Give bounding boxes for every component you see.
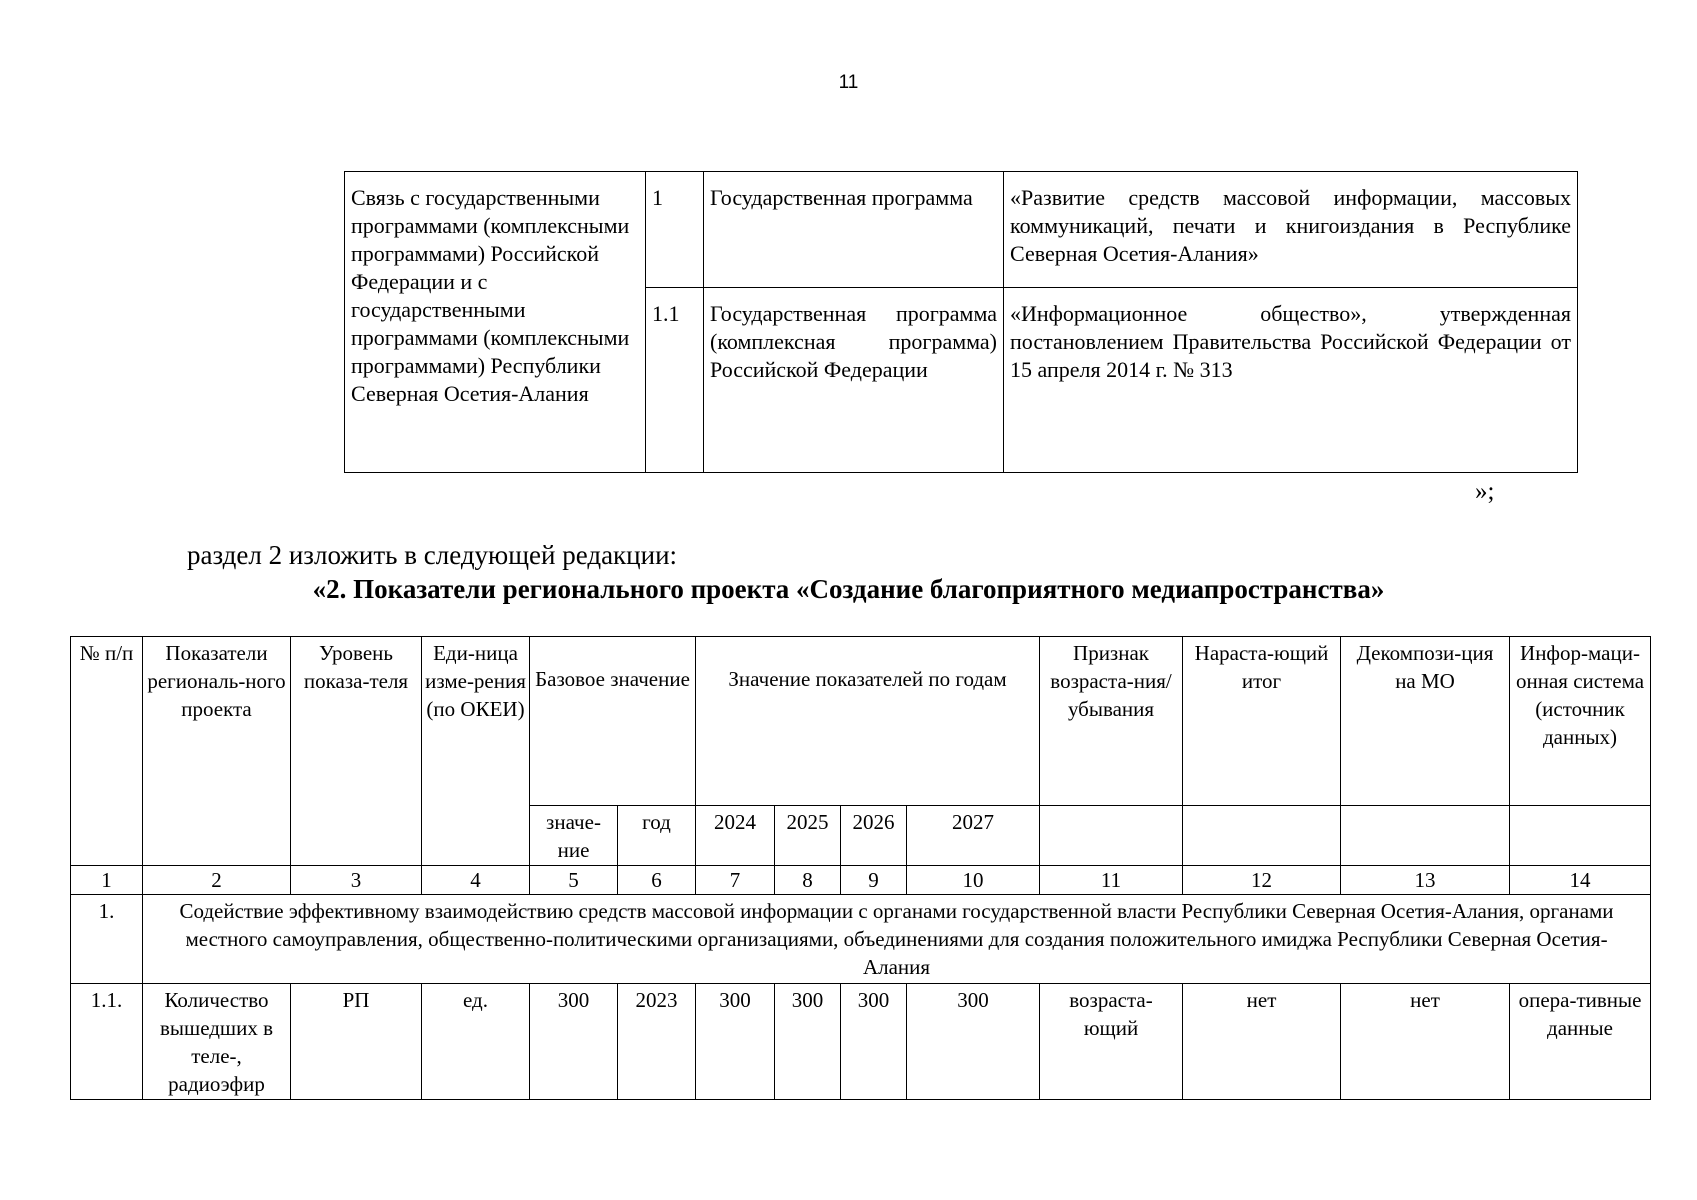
row-value-2027: 300 xyxy=(907,984,1040,1100)
column-number: 10 xyxy=(907,866,1040,895)
column-number: 3 xyxy=(291,866,422,895)
header-year-2025: 2025 xyxy=(775,806,841,866)
row-trend: возраста-ющий xyxy=(1040,984,1183,1100)
header-base: Базовое значение xyxy=(530,637,696,806)
header-base-year: год xyxy=(618,806,696,866)
column-number: 6 xyxy=(618,866,696,895)
column-number: 5 xyxy=(530,866,618,895)
indicators-table xyxy=(70,636,1651,1100)
header-year-2026: 2026 xyxy=(841,806,907,866)
row-base-value: 300 xyxy=(530,984,618,1100)
row-value-2024: 300 xyxy=(696,984,775,1100)
row-base-year: 2023 xyxy=(618,984,696,1100)
program-link-name: «Развитие средств массовой информации, массовых коммуникаций, печати и книгоиздания в Республике Северная Осетия-Алания» xyxy=(1004,172,1578,288)
header-empty xyxy=(1040,806,1183,866)
header-empty xyxy=(1341,806,1510,866)
row-value-2026: 300 xyxy=(841,984,907,1100)
program-link-num: 1.1 xyxy=(646,288,704,473)
row-info-system: опера-тивные данные xyxy=(1510,984,1651,1100)
header-year-2027: 2027 xyxy=(907,806,1040,866)
header-empty xyxy=(1183,806,1341,866)
table-row xyxy=(71,984,1651,1100)
row-decomposition: нет xyxy=(1341,984,1510,1100)
row-unit: ед. xyxy=(422,984,530,1100)
column-number: 7 xyxy=(696,866,775,895)
intro-text: раздел 2 изложить в следующей редакции: xyxy=(187,540,678,570)
header-years-group: Значение показателей по годам xyxy=(696,637,1040,806)
program-link-num: 1 xyxy=(646,172,704,288)
goal-text: Содействие эффективному взаимодействию средств массовой информации с органами государственной власти Республики Северная Осетия-Алания, органами местного самоуправления, общественно-политическими организациями, объединениями для создания положительного имиджа Республики Северная Осетия-Алания xyxy=(143,895,1651,984)
row-value-2025: 300 xyxy=(775,984,841,1100)
column-number: 4 xyxy=(422,866,530,895)
row-num: 1.1. xyxy=(71,984,143,1100)
goal-num: 1. xyxy=(71,895,143,984)
program-link-type: Государственная программа xyxy=(704,172,1004,288)
column-number: 13 xyxy=(1341,866,1510,895)
section-title: «2. Показатели регионального проекта «Создание благоприятного медиапространства» xyxy=(312,574,1385,604)
program-links-header-cell: Связь с государственными программами (комплексными программами) Российской Федерации и с государственными программами (комплексными программами) Республики Северная Осетия-Алания xyxy=(345,172,646,473)
goal-row xyxy=(71,895,1651,984)
column-number: 11 xyxy=(1040,866,1183,895)
column-number: 8 xyxy=(775,866,841,895)
header-cumulative: Нараста-ющий итог xyxy=(1183,637,1341,806)
row-indicator: Количество вышедших в теле-, радиоэфир xyxy=(143,984,291,1100)
header-trend: Признак возраста-ния/ убывания xyxy=(1040,637,1183,806)
header-num: № п/п xyxy=(71,637,143,866)
header-info-system: Инфор-маци-онная система (источник данных) xyxy=(1510,637,1651,806)
column-number: 1 xyxy=(71,866,143,895)
column-number: 12 xyxy=(1183,866,1341,895)
column-number: 2 xyxy=(143,866,291,895)
header-level: Уровень показа-теля xyxy=(291,637,422,866)
header-unit: Еди-ница изме-рения (по ОКЕИ) xyxy=(422,637,530,866)
program-link-name: «Информационное общество», утвержденная постановлением Правительства Российской Федерации от 15 апреля 2014 г. № 313 xyxy=(1004,288,1578,473)
row-cumulative: нет xyxy=(1183,984,1341,1100)
row-level: РП xyxy=(291,984,422,1100)
program-links-table xyxy=(344,171,1578,473)
column-numbers-row xyxy=(71,866,1651,895)
program-link-type: Государственная программа (комплексная программа) Российской Федерации xyxy=(704,288,1004,473)
header-row xyxy=(71,637,1651,806)
header-decomposition: Декомпози-ция на МО xyxy=(1341,637,1510,806)
closing-quote: »; xyxy=(1475,478,1495,505)
column-number: 9 xyxy=(841,866,907,895)
header-year-2024: 2024 xyxy=(696,806,775,866)
program-link-row xyxy=(345,172,1578,288)
column-number: 14 xyxy=(1510,866,1651,895)
page-number: 11 xyxy=(838,72,859,93)
header-empty xyxy=(1510,806,1651,866)
header-base-value: значе-ние xyxy=(530,806,618,866)
header-indicator: Показатели региональ-ного проекта xyxy=(143,637,291,866)
